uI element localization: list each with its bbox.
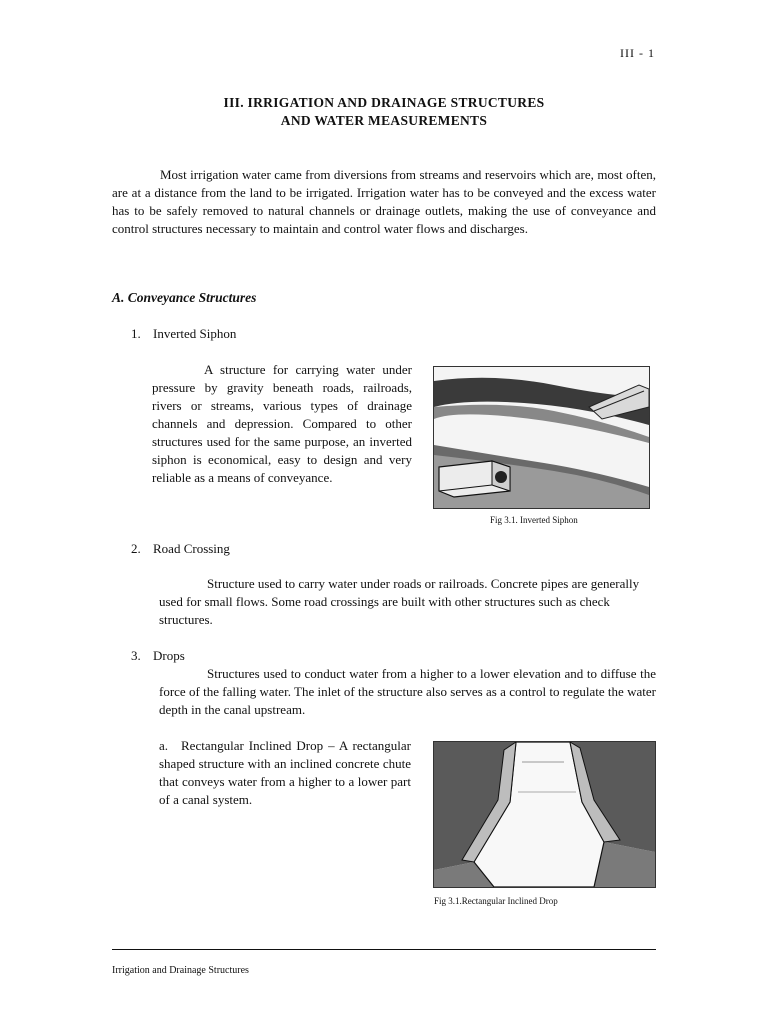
page-title-line1: III. IRRIGATION AND DRAINAGE STRUCTURES <box>223 95 545 110</box>
item-road-crossing <box>131 541 230 557</box>
page-title-line2: AND WATER MEASUREMENTS <box>280 113 488 128</box>
rectangular-inclined-drop-figure <box>433 741 656 888</box>
item-title: Inverted Siphon <box>153 326 237 341</box>
intro-paragraph: Most irrigation water came from diversions from streams and reservoirs which are, most often, are at a distance from the land to be irrigated. Irrigation water has to be conveyed and the excess water has to be safely removed to natural channels or drainage outlets, making the use of conveyance and control structures necessary to maintain and control water flows and discharges. <box>112 167 656 236</box>
item-number: 3. <box>131 648 141 663</box>
sub-item-label: a. <box>159 738 169 753</box>
item-drops <box>131 648 185 664</box>
item-title: Road Crossing <box>153 541 230 556</box>
page-footer: Irrigation and Drainage Structures <box>112 965 249 976</box>
item-number: 1. <box>131 326 141 341</box>
rectangular-inclined-drop-text <box>159 737 411 809</box>
drops-text: Structures used to conduct water from a higher to a lower elevation and to diffuse the force of the falling water. The inlet of the structure also serves as a control to regulate the water depth in the canal upstream. <box>159 666 656 717</box>
inverted-siphon-caption: Fig 3.1. Inverted Siphon <box>490 515 578 525</box>
sub-item-text: Rectangular Inclined Drop – A rectangular shaped structure with an inclined concrete chute that conveys water from a higher to a lower part of a canal system. <box>159 738 411 807</box>
inverted-siphon-text: A structure for carrying water under pressure by gravity beneath roads, railroads, rivers or streams, various types of drainage channels and depression. Compared to other structures used for the same purpose, an inverted siphon is economical, easy to design and very reliable as a means of conveyance. <box>152 362 412 485</box>
road-crossing-text: Structure used to carry water under roads or railroads. Concrete pipes are generally used for small flows. Some road crossings are built with other structures such as check structures. <box>159 576 640 627</box>
inverted-siphon-figure <box>433 366 650 509</box>
item-inverted-siphon <box>131 326 236 342</box>
section-heading: A. Conveyance Structures <box>112 290 257 305</box>
page-number: III - 1 <box>620 46 655 60</box>
rectangular-inclined-drop-caption: Fig 3.1.Rectangular Inclined Drop <box>434 896 558 906</box>
footer-divider <box>112 949 656 950</box>
item-number: 2. <box>131 541 141 556</box>
item-title: Drops <box>153 648 185 663</box>
